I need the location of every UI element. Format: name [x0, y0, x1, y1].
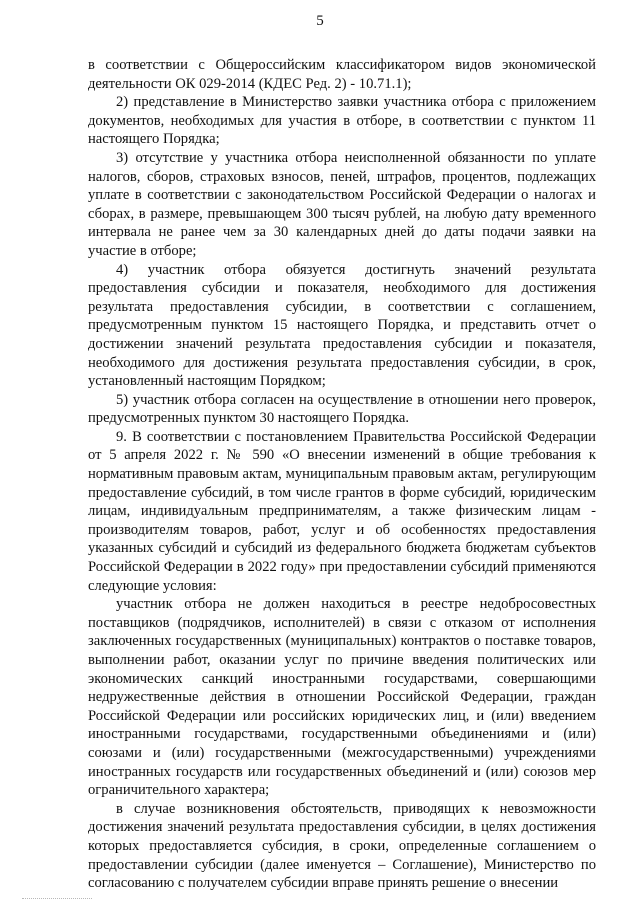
footer-divider	[22, 898, 92, 899]
page-number: 5	[316, 13, 324, 29]
paragraph-condition-3: 3) отсутствие у участника отбора неисполненной обязанности по уплате налогов, сборов, страховых взносов, пеней, штрафов, процентов, подлежащих уплате в соответствии с законодательством Российской Федерации о налогах и сборах, в размере, превышающем 300 тысяч рублей, на любую дату временного интервала не ранее чем за 30 календарных дней до даты подачи заявки на участие в отборе;	[88, 149, 596, 259]
document-body	[88, 56, 596, 893]
paragraph-okved-continuation: в соответствии с Общероссийским классификатором видов экономической деятельности ОК 029-2014 (КДЕС Ред. 2) - 10.71.1);	[88, 57, 596, 92]
paragraph-condition-5: 5) участник отбора согласен на осуществление в отношении него проверок, предусмотренных пунктом 30 настоящего Порядка.	[88, 391, 596, 427]
paragraph-registry-condition: участник отбора не должен находиться в реестре недобросовестных поставщиков (подрядчиков, исполнителей) в связи с отказом от исполнения заключенных государственных (муниципальных) контрактов о поставке товаров, выполнении работ, оказании услуг по причине введения политических или экономических санкций иностранными государствами, совершающими недружественные действия в отношении Российской Федерации, граждан Российской Федерации или российских юридических лиц, и (или) введением иностранными государствами, государственными объединениями и (или) союзами и (или) государственными (межгосударственными) учреждениями иностранных государств или государственных объединений и (или) союзов мер ограничительного характера;	[88, 596, 596, 799]
paragraph-condition-4: 4) участник отбора обязуется достигнуть значений результата предоставления субсидии и показателя, необходимого для достижения результата предоставления субсидии, в соответствии с соглашением, предусмотренным пунктом 15 настоящего Порядка, и представить отчет о достижении значений результата предоставления субсидии и показателя, необходимого для достижения результата предоставления субсидии, в срок, установленный настоящим Порядком;	[88, 261, 596, 390]
paragraph-circumstances-condition: в случае возникновения обстоятельств, приводящих к невозможности достижения значений результата предоставления субсидии, в целях достижения которых предоставляется субсидия, в сроки, определенные соглашением о предоставлении субсидии (далее именуется – Соглашение), Министерство по согласованию с получателем субсидии вправе принять решение о внесении	[88, 800, 596, 892]
paragraph-condition-2: 2) представление в Министерство заявки участника отбора с приложением документов, необходимых для участия в отборе, в соответствии с пунктом 11 настоящего Порядка;	[88, 94, 596, 148]
paragraph-clause-9: 9. В соответствии с постановлением Правительства Российской Федерации от 5 апреля 2022 г. № 590 «О внесении изменений в общие требования к нормативным правовым актам, муниципальным правовым актам, регулирующим предоставление субсидий, в том числе грантов в форме субсидий, юридическим лицам, индивидуальным предпринимателям, а также физическим лицам - производителям товаров, работ, услуг и об особенностях предоставления указанных субсидий и субсидий из федерального бюджета бюджетам субъектов Российской Федерации в 2022 году» при предоставлении субсидий применяются следующие условия:	[88, 428, 596, 594]
